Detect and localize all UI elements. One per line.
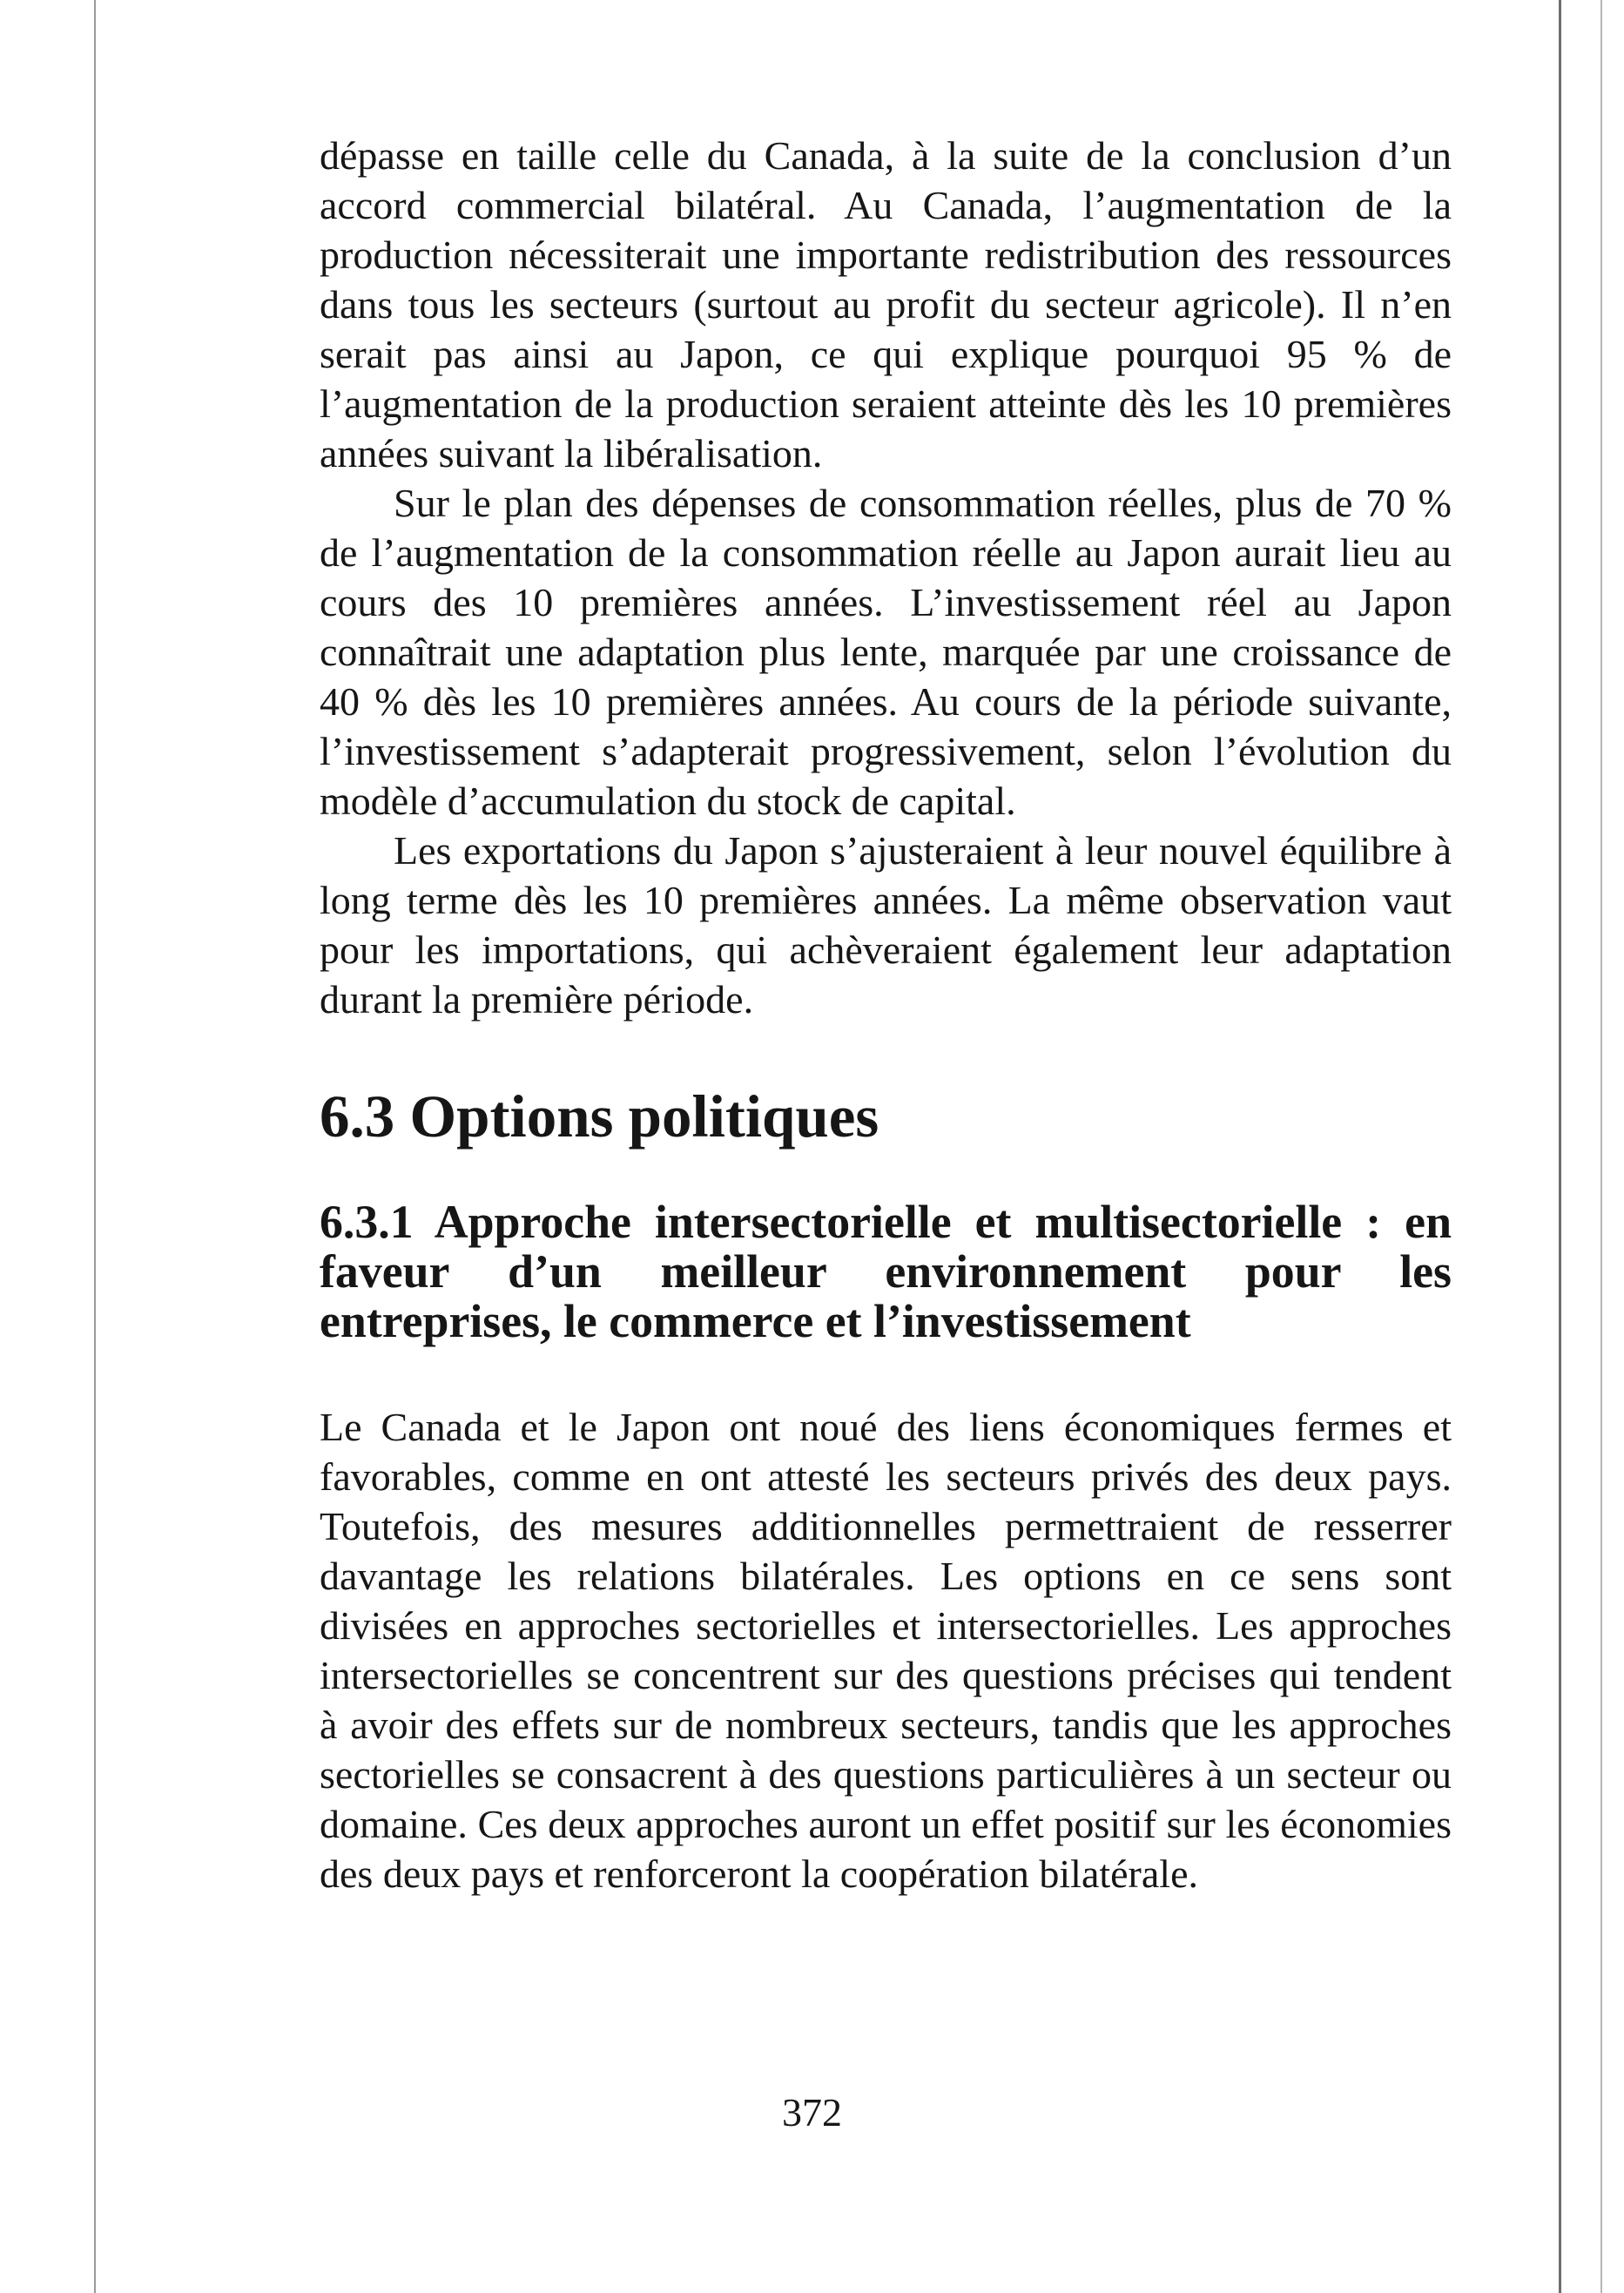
page-number: 372 (782, 2090, 842, 2135)
section-heading: 6.3 Options politiques (320, 1083, 879, 1150)
paragraph-4: Le Canada et le Japon ont noué des liens économiques fermes et favorables, comme en ont attesté les secteurs privés des deux pays. Toutefois, des mesures additionnelles permettraient de resserrer davantage les relations bilatérales. Les options en ce sens sont divisées en approches sectorielles et intersectorielles. Les approches intersectorielles se concentrent sur des questions précises qui tendent à avoir des effets sur de nombreux secteurs, tandis que les approches sectorielles se consacrent à des questions particulières à un secteur ou domaine. Ces deux approches auront un effet positif sur les économies des deux pays et renforceront la coopération bilatérale. (320, 1405, 1452, 1896)
scan-edge-right-outer (1600, 0, 1602, 2293)
paragraph-3: Les exportations du Japon s’ajusteraient à leur nouvel équilibre à long terme dès les 10 premières années. La même observation vaut pour les importations, qui achèveraient également leur adaptation durant la première période. (320, 828, 1452, 1022)
paragraph-2: Sur le plan des dépenses de consommation réelles, plus de 70 % de l’augmentation de la consommation réelle au Japon aurait lieu au cours des 10 premières années. L’investissement réel au Japon connaîtrait une adaptation plus lente, marquée par une croissance de 40 % dès les 10 premières années. Au cours de la période suivante, l’investissement s’adapterait progressivement, selon l’évolution du modèle d’accumulation du stock de capital. (320, 481, 1452, 823)
paragraph-1: dépasse en taille celle du Canada, à la suite de la conclusion d’un accord commercial bilatéral. Au Canada, l’augmentation de la production nécessiterait une importante redistribution des ressources dans tous les secteurs (surtout au profit du secteur agricole). Il n’en serait pas ainsi au Japon, ce qui explique pourquoi 95 % de l’augmentation de la production seraient atteinte dès les 10 premières années suivant la libéralisation. (320, 133, 1452, 475)
text-column (320, 131, 1452, 1898)
scan-edge-right (1559, 0, 1561, 2293)
scan-edge-left (94, 0, 96, 2293)
subsection-heading: 6.3.1 Approche intersectorielle et multisectorielle : en faveur d’un meilleur environnement pour les entreprises, le commerce et l’investissement (320, 1196, 1452, 1347)
